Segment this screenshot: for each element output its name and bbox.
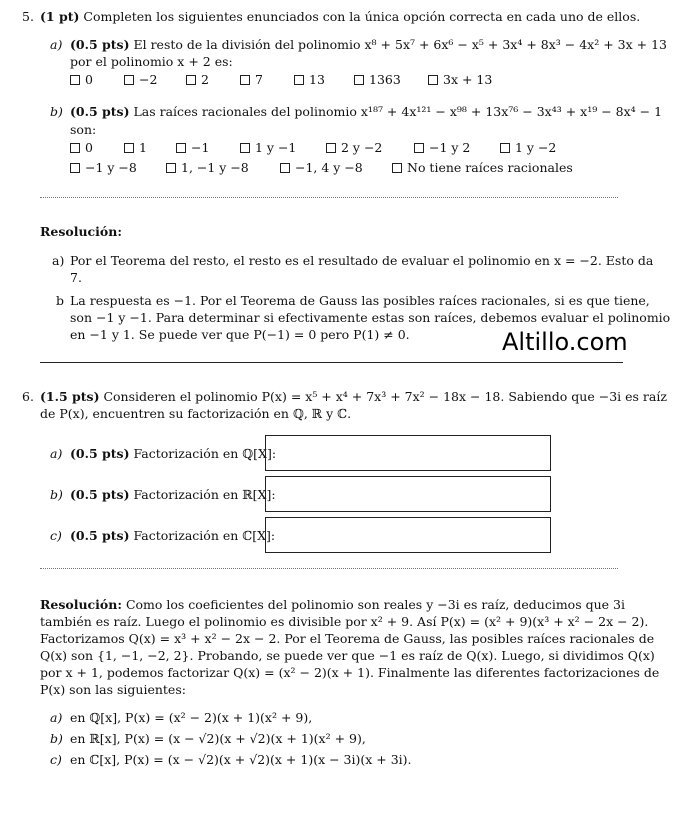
q5-res-a-line2: 7. (70, 270, 82, 285)
q5b-text: Las raíces racionales del polinomio x¹⁸⁷ + 4x¹²¹ − x⁹⁸ + 13x⁷⁶ − 3x⁴³ + x¹⁹ − 8x⁴ − 1 (133, 104, 663, 119)
q6-text: Consideren el polinomio P(x) = x⁵ + x⁴ + 7x³ + 7x² − 18x − 18. Sabiendo que −3i es raíz (103, 389, 667, 404)
q5a-points: (0.5 pts) (70, 37, 130, 52)
q5a-label: a) (50, 37, 63, 52)
q6-res-line: por x + 1, podemos factorizar Q(x) = (x² − 2)(x + 1). Finalmente las diferentes factorizaciones de (40, 665, 660, 680)
checkbox-icon (280, 163, 290, 173)
option-label: 3x + 13 (443, 72, 493, 87)
q6a-text: Factorización en ℚ[X]: (133, 446, 277, 461)
q6c-statement (70, 528, 275, 543)
q6c-label: c) (50, 528, 62, 543)
q5-text: Completen los siguientes enunciados con la única opción correcta en cada uno de ellos. (83, 9, 641, 24)
q6c-text: Factorización en ℂ[X]: (133, 528, 276, 543)
q6c-answer-box[interactable] (265, 517, 551, 553)
option-label: 0 (85, 140, 93, 155)
q6-answer-c: en ℂ[x], P(x) = (x − √2)(x + √2)(x + 1)(x − 3i)(x + 3i). (70, 752, 412, 767)
option-label: −1, 4 y −8 (295, 160, 363, 175)
watermark-logo: Altillo.com (502, 328, 628, 356)
checkbox-icon (428, 75, 438, 85)
q6b-answer-box[interactable] (265, 476, 551, 512)
option-label: −2 (139, 72, 158, 87)
q5-res-a-line1: Por el Teorema del resto, el resto es el resultado de evaluar el polinomio en x = −2. Esto da (70, 253, 654, 268)
separator-dotted (40, 197, 618, 198)
q6-res-line: también es raíz. Luego el polinomio es divisible por x² + 9. Así P(x) = (x² + 9)(x³ + x² − 2x − 2). (40, 614, 649, 629)
q6b-statement (70, 487, 276, 502)
q6-answer-a: en ℚ[x], P(x) = (x² − 2)(x + 1)(x² + 9), (70, 710, 313, 725)
option-label: 0 (85, 72, 93, 87)
q5a-option-4[interactable] (240, 72, 263, 87)
q5-res-b-line1: La respuesta es −1. Por el Teorema de Gauss las posibles raíces racionales, si es que tiene, (70, 293, 650, 308)
separator-rule (40, 362, 623, 363)
q6-res-line: P(x) son las siguientes: (40, 682, 186, 697)
checkbox-icon (186, 75, 196, 85)
q6b-points: (0.5 pts) (70, 487, 130, 502)
option-label: 1 y −2 (515, 140, 557, 155)
option-label: No tiene raíces racionales (407, 160, 573, 175)
checkbox-icon (124, 143, 134, 153)
q6-resolution-line1 (40, 597, 625, 612)
q5-res-b-line2: son −1 y −1. Para determinar si efectivamente estas son raíces, debemos evaluar el polinomio (70, 310, 671, 325)
checkbox-icon (240, 143, 250, 153)
option-label: 13 (309, 72, 325, 87)
q5b-text-line2: son: (70, 122, 97, 137)
q5b-option-3[interactable] (176, 140, 209, 155)
checkbox-icon (176, 143, 186, 153)
option-label: 1, −1 y −8 (181, 160, 249, 175)
q5-points: (1 pt) (40, 9, 80, 24)
checkbox-icon (414, 143, 424, 153)
q5b-option-6[interactable] (414, 140, 470, 155)
q6-res-line: Factorizamos Q(x) = x³ + x² − 2x − 2. Por el Teorema de Gauss, las posibles raíces racionales de (40, 631, 655, 646)
q5a-option-3[interactable] (186, 72, 209, 87)
q5a-option-7[interactable] (428, 72, 492, 87)
checkbox-icon (124, 75, 134, 85)
q5b-option-1[interactable] (70, 140, 93, 155)
q6-res-line: Como los coeficientes del polinomio son reales y −3i es raíz, deducimos que 3i (125, 597, 625, 612)
q5a-option-5[interactable] (294, 72, 325, 87)
q5b-option-11[interactable] (392, 160, 573, 175)
option-label: 2 y −2 (341, 140, 383, 155)
checkbox-icon (70, 143, 80, 153)
q6-res-line: Q(x) son {1, −1, −2, 2}. Probando, se puede ver que −1 es raíz de Q(x). Luego, si dividimos Q(x) (40, 648, 655, 663)
q5a-text: El resto de la división del polinomio x⁸ + 5x⁷ + 6x⁶ − x⁵ + 3x⁴ + 8x³ − 4x² + 3x + 13 (133, 37, 667, 52)
checkbox-icon (70, 163, 80, 173)
q5b-label: b) (50, 104, 63, 119)
option-label: 1 (139, 140, 147, 155)
option-label: −1 (191, 140, 210, 155)
q5b-option-9[interactable] (166, 160, 249, 175)
checkbox-icon (500, 143, 510, 153)
q6c-points: (0.5 pts) (70, 528, 130, 543)
q6-answer-a-label: a) (50, 710, 63, 725)
checkbox-icon (392, 163, 402, 173)
q6-points: (1.5 pts) (40, 389, 100, 404)
q5a-statement (70, 37, 667, 52)
q6-statement (40, 389, 667, 404)
q6b-text: Factorización en ℝ[X]: (133, 487, 276, 502)
q6b-label: b) (50, 487, 63, 502)
q6-number: 6. (22, 389, 34, 404)
option-label: −1 y 2 (429, 140, 471, 155)
q5-res-a-label: a) (52, 253, 65, 268)
checkbox-icon (166, 163, 176, 173)
q5b-option-2[interactable] (124, 140, 147, 155)
option-label: 2 (201, 72, 209, 87)
q6-resolution-title: Resolución: (40, 597, 122, 612)
q6a-answer-box[interactable] (265, 435, 551, 471)
q6a-label: a) (50, 446, 63, 461)
q5b-option-10[interactable] (280, 160, 363, 175)
q6-answer-b: en ℝ[x], P(x) = (x − √2)(x + √2)(x + 1)(x² + 9), (70, 731, 366, 746)
q5a-option-2[interactable] (124, 72, 157, 87)
checkbox-icon (294, 75, 304, 85)
q6-answer-c-label: c) (50, 752, 62, 767)
q5a-text-line2: por el polinomio x + 2 es: (70, 54, 233, 69)
option-label: −1 y −8 (85, 160, 137, 175)
q6a-statement (70, 446, 276, 461)
q5a-option-1[interactable] (70, 72, 93, 87)
option-label: 1363 (369, 72, 401, 87)
q5b-option-4[interactable] (240, 140, 296, 155)
q5b-option-8[interactable] (70, 160, 137, 175)
option-label: 7 (255, 72, 263, 87)
q5b-statement (70, 104, 662, 119)
q5-res-b-line3: en −1 y 1. Se puede ver que P(−1) = 0 pero P(1) ≠ 0. (70, 327, 410, 342)
option-label: 1 y −1 (255, 140, 297, 155)
q5-res-b-label: b (56, 293, 65, 308)
q5b-option-5[interactable] (326, 140, 382, 155)
checkbox-icon (326, 143, 336, 153)
q5b-points: (0.5 pts) (70, 104, 130, 119)
checkbox-icon (240, 75, 250, 85)
q5b-option-7[interactable] (500, 140, 556, 155)
q5-resolution-title: Resolución: (40, 224, 122, 239)
q6-answer-b-label: b) (50, 731, 63, 746)
q5a-option-6[interactable] (354, 72, 401, 87)
q5-number: 5. (22, 9, 34, 24)
q6-text-line2: de P(x), encuentren su factorización en ℚ, ℝ y ℂ. (40, 406, 352, 421)
checkbox-icon (70, 75, 80, 85)
separator-dotted (40, 568, 618, 569)
checkbox-icon (354, 75, 364, 85)
q6a-points: (0.5 pts) (70, 446, 130, 461)
q5-statement (40, 9, 640, 24)
